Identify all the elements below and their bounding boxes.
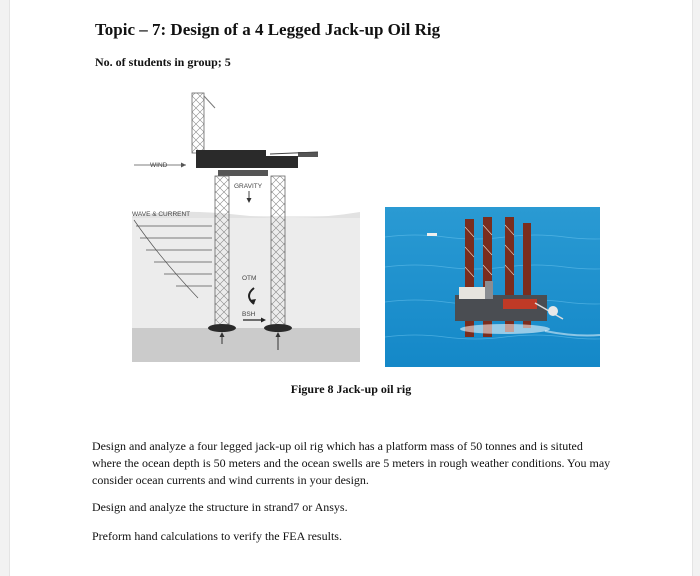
paragraph-3: Preform hand calculations to verify the FEA results. xyxy=(92,529,342,543)
leg-right xyxy=(271,176,285,326)
leg-left xyxy=(215,176,229,326)
paragraph-2: Design and analyze the structure in strand7 or Ansys. xyxy=(92,500,348,514)
wind-label: WIND xyxy=(150,162,168,169)
platform-deck xyxy=(196,150,266,168)
figure-caption: Figure 8 Jack-up oil rig xyxy=(290,382,412,396)
jackup-rig-diagram xyxy=(120,88,365,363)
bsh-label: BSH xyxy=(242,311,256,318)
gravity-label: GRAVITY xyxy=(234,183,263,190)
otm-label: OTM xyxy=(242,275,257,282)
wave-current-label: WAVE & CURRENT xyxy=(132,211,191,218)
page-title: Topic – 7: Design of a 4 Legged Jack-up Oil Rig xyxy=(95,20,441,39)
seabed xyxy=(132,328,360,362)
oil-rig-photo xyxy=(385,207,600,367)
group-size-text: No. of students in group; 5 xyxy=(95,55,231,69)
paragraph-1: Design and analyze a four legged jack-up oil rig which has a platform mass of 50 tonnes and is situted where the ocean depth is 50 meters and the ocean swells are 5 meters in rough weather conditions. You may consider ocean currents and wind currents in your design. xyxy=(92,439,611,487)
document-page xyxy=(10,0,692,576)
derrick xyxy=(192,93,204,153)
